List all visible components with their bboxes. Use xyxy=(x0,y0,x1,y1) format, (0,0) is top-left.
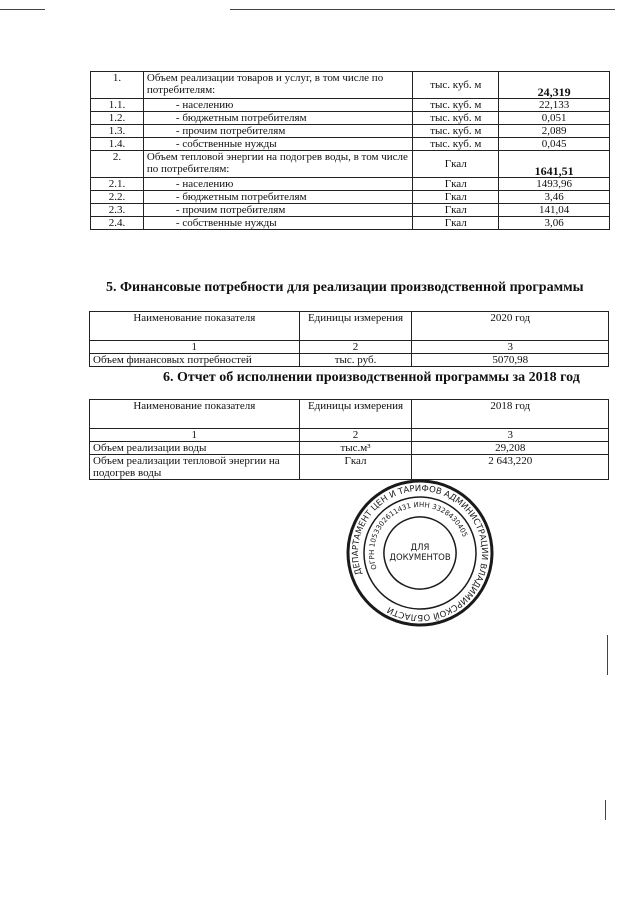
row-value: 29,208 xyxy=(412,442,609,455)
table-row xyxy=(91,191,610,204)
index-cell: 3 xyxy=(412,341,609,354)
row-unit: тыс. куб. м xyxy=(413,112,499,125)
row-unit: Гкал xyxy=(413,204,499,217)
row-number: 1.2. xyxy=(91,112,144,125)
index-cell: 2 xyxy=(299,341,412,354)
table-row xyxy=(91,178,610,191)
index-row xyxy=(90,429,609,442)
scan-artifact xyxy=(605,800,606,820)
row-name: - прочим потребителям xyxy=(143,125,412,138)
row-value: 1493,96 xyxy=(499,178,610,191)
row-number: 2.1. xyxy=(91,178,144,191)
scan-artifact xyxy=(607,635,608,675)
row-name: Объем финансовых потребностей xyxy=(90,354,300,367)
index-cell: 2 xyxy=(299,429,412,442)
row-name: - собственные нужды xyxy=(143,138,412,151)
row-unit: Гкал xyxy=(413,217,499,230)
row-value: 5070,98 xyxy=(412,354,609,367)
row-value: 24,319 xyxy=(499,72,610,99)
table-row xyxy=(91,125,610,138)
index-cell: 3 xyxy=(412,429,609,442)
scan-artifact xyxy=(230,9,615,10)
row-value: 2,089 xyxy=(499,125,610,138)
row-number: 2.2. xyxy=(91,191,144,204)
table-row xyxy=(90,442,609,455)
finance-table xyxy=(89,311,609,367)
volume-table-body xyxy=(91,72,610,230)
volume-table xyxy=(90,71,610,230)
row-value: 3,06 xyxy=(499,217,610,230)
row-name: - населению xyxy=(143,178,412,191)
section-6-title: 6. Отчет об исполнении производственной программы за 2018 год xyxy=(163,370,580,385)
section-5-title: 5. Финансовые потребности для реализации производственной программы xyxy=(106,280,584,295)
row-unit: Гкал xyxy=(413,151,499,178)
row-number: 2. xyxy=(91,151,144,178)
report-table xyxy=(89,399,609,480)
row-value: 3,46 xyxy=(499,191,610,204)
row-value: 0,045 xyxy=(499,138,610,151)
row-value: 1641,51 xyxy=(499,151,610,178)
stamp-center-text: ДЛЯ ДОКУМЕНТОВ xyxy=(389,543,451,563)
header-year: 2020 год xyxy=(412,312,609,341)
table-row xyxy=(90,455,609,480)
table-row xyxy=(91,138,610,151)
row-value: 2 643,220 xyxy=(412,455,609,480)
header-unit: Единицы измерения xyxy=(299,312,412,341)
header-name: Наименование показателя xyxy=(90,312,300,341)
row-number: 2.4. xyxy=(91,217,144,230)
row-unit: тыс. куб. м xyxy=(413,125,499,138)
index-cell: 1 xyxy=(90,341,300,354)
row-unit: тыс. куб. м xyxy=(413,72,499,99)
row-name: - бюджетным потребителям xyxy=(143,112,412,125)
row-unit: Гкал xyxy=(413,191,499,204)
index-row xyxy=(90,341,609,354)
table-row xyxy=(91,99,610,112)
stamp-ring-textpath: ДЕПАРТАМЕНТ ЦЕН И ТАРИФОВ АДМИНИСТРАЦИИ ВЛАДИМИРСКОЙ ОБЛАСТИ xyxy=(350,483,490,623)
row-name: - собственные нужды xyxy=(143,217,412,230)
row-name: - населению xyxy=(143,99,412,112)
official-stamp xyxy=(340,478,500,628)
table-header-row xyxy=(90,400,609,429)
row-unit: тыс. руб. xyxy=(299,354,412,367)
table-row xyxy=(91,204,610,217)
row-number: 1.4. xyxy=(91,138,144,151)
table-row xyxy=(91,112,610,125)
header-year: 2018 год xyxy=(412,400,609,429)
row-name: - прочим потребителям xyxy=(143,204,412,217)
index-cell: 1 xyxy=(90,429,300,442)
scan-artifact xyxy=(0,9,45,10)
row-name: Объем тепловой энергии на подогрев воды, в том числе по потребителям: xyxy=(143,151,412,178)
table-header-row xyxy=(90,312,609,341)
row-unit: тыс.м³ xyxy=(299,442,412,455)
table-row xyxy=(91,72,610,99)
stamp-ogrn-textpath: ОГРН 1053302611431 ИНН 3328430405 xyxy=(367,500,469,571)
row-unit: Гкал xyxy=(413,178,499,191)
row-value: 141,04 xyxy=(499,204,610,217)
row-value: 22,133 xyxy=(499,99,610,112)
row-name: Объем реализации тепловой энергии на подогрев воды xyxy=(90,455,300,480)
row-unit: тыс. куб. м xyxy=(413,138,499,151)
header-name: Наименование показателя xyxy=(90,400,300,429)
table-row xyxy=(91,151,610,178)
table-row xyxy=(91,217,610,230)
row-unit: Гкал xyxy=(299,455,412,480)
header-unit: Единицы измерения xyxy=(299,400,412,429)
row-number: 1. xyxy=(91,72,144,99)
row-name: Объем реализации товаров и услуг, в том числе по потребителям: xyxy=(143,72,412,99)
row-value: 0,051 xyxy=(499,112,610,125)
row-number: 1.1. xyxy=(91,99,144,112)
row-number: 2.3. xyxy=(91,204,144,217)
table-row xyxy=(90,354,609,367)
row-name: Объем реализации воды xyxy=(90,442,300,455)
row-name: - бюджетным потребителям xyxy=(143,191,412,204)
row-number: 1.3. xyxy=(91,125,144,138)
row-unit: тыс. куб. м xyxy=(413,99,499,112)
